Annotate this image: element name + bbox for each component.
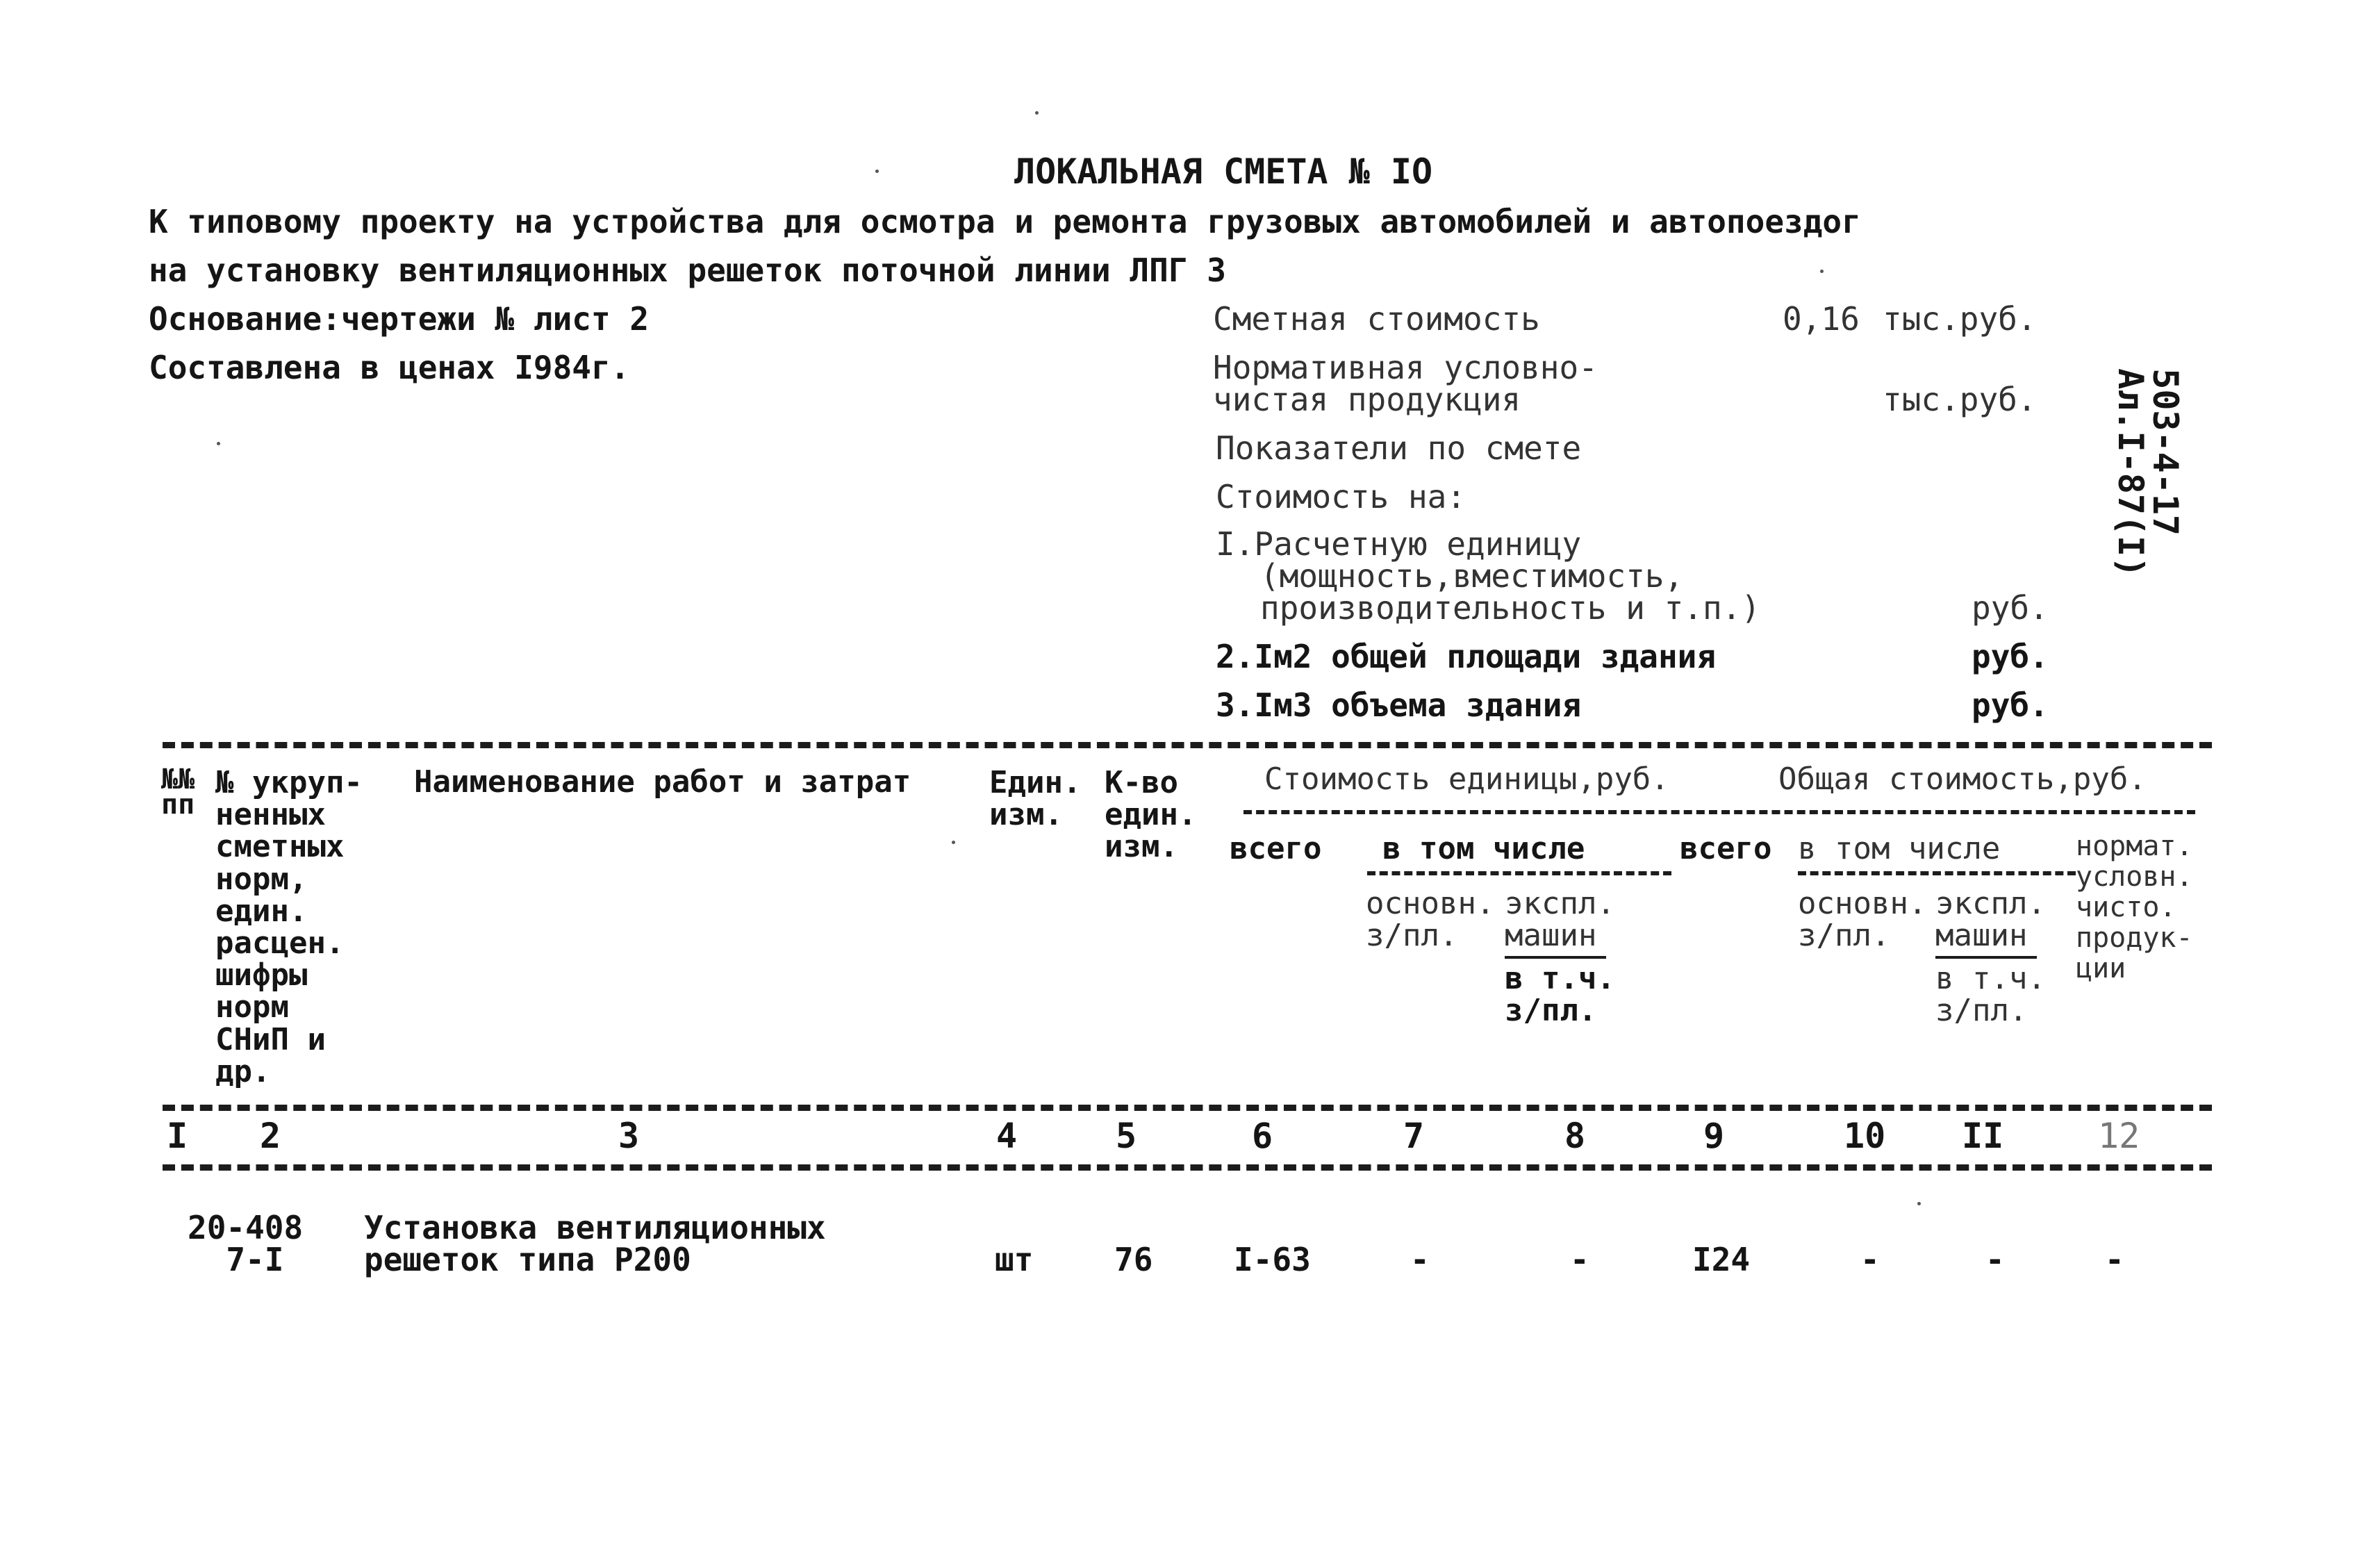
row-1-total-machines: -	[1985, 1241, 2005, 1278]
header-total-machines-wages: в т.ч. з/пл.	[1935, 961, 2046, 1029]
indicator-2-unit: руб.	[1972, 638, 2049, 675]
scan-speck	[217, 442, 220, 445]
row-1-unit-total: I-63	[1234, 1241, 1311, 1278]
scan-speck	[875, 170, 879, 173]
object-line: на установку вентиляционных решеток поточной линии ЛПГ 3	[149, 251, 1226, 289]
estimated-cost-unit: тыс.руб.	[1883, 300, 2037, 338]
header-unit-machines: экспл. машин	[1505, 886, 1615, 954]
indicator-3-label: 3.Iм3 объема здания	[1216, 686, 1582, 724]
estimated-cost-value: 0,16	[1783, 300, 1860, 338]
row-1-total-wages: -	[1860, 1241, 1880, 1278]
scan-speck	[952, 841, 955, 844]
col-num-10: 10	[1844, 1116, 1886, 1156]
column-numbers-top-rule	[163, 1105, 2212, 1111]
col-num-7: 7	[1403, 1116, 1425, 1156]
prices-line: Составлена в ценах I984г.	[149, 349, 630, 386]
document-title: ЛОКАЛЬНАЯ СМЕТА № IO	[1014, 151, 1433, 192]
norm-product-label-1: Нормативная условно-	[1213, 349, 1598, 386]
row-1-unit: шт	[995, 1241, 1034, 1278]
col-num-5: 5	[1116, 1116, 1137, 1156]
scan-speck	[1917, 1202, 1921, 1205]
col-num-6: 6	[1252, 1116, 1273, 1156]
header-unit: Един. изм.	[989, 765, 1082, 833]
table-top-rule	[163, 742, 2212, 748]
header-unit-group-rule	[1367, 871, 1671, 875]
indicators-label: Показатели по смете	[1216, 429, 1582, 467]
column-numbers-bottom-rule	[163, 1164, 2212, 1171]
header-cost-rule	[1243, 810, 2195, 814]
header-total-cost: Общая стоимость,руб.	[1778, 761, 2147, 797]
col-num-8: 8	[1564, 1116, 1586, 1156]
col-num-4: 4	[996, 1116, 1018, 1156]
row-1-unit-wages: -	[1410, 1241, 1430, 1278]
side-code-sheet-label: Ал.I-87(I)	[2110, 368, 2151, 578]
header-unit-total: всего	[1230, 831, 1322, 866]
scan-speck	[1820, 270, 1824, 273]
header-work-name: Наименование работ и затрат	[414, 764, 911, 800]
indicator-1-line-1: I.Расчетную единицу	[1216, 525, 1582, 563]
indicator-3-unit: руб.	[1972, 686, 2049, 724]
row-1-name: Установка вентиляционных решеток типа Р200	[364, 1209, 826, 1278]
norm-product-label-2: чистая продукция	[1213, 381, 1521, 418]
col-num-12: 12	[2098, 1116, 2140, 1156]
indicator-1-unit: руб.	[1972, 589, 2049, 627]
col-num-9: 9	[1703, 1116, 1725, 1156]
project-line: К типовому проекту на устройства для осмотра и ремонта грузовых автомобилей и автопоездог	[149, 203, 1861, 240]
indicator-1-line-3: производительность и т.п.)	[1260, 589, 1761, 627]
estimated-cost-label: Сметная стоимость	[1213, 300, 1540, 338]
row-1-unit-machines: -	[1570, 1241, 1589, 1278]
header-norm-code: № укруп- ненных сметных норм, един. расцен. шифры норм СНиП и др.	[215, 765, 363, 1089]
side-code-sheet	[2110, 327, 2183, 578]
header-total: всего	[1680, 831, 1772, 866]
norm-product-unit: тыс.руб.	[1883, 381, 2037, 418]
row-1-code: 20-408 7-I	[188, 1209, 304, 1278]
basis-line: Основание:чертежи № лист 2	[149, 300, 650, 338]
col-num-2: 2	[260, 1116, 281, 1156]
header-total-machines: экспл. машин	[1935, 886, 2046, 954]
header-unit-wages: основн. з/пл.	[1366, 886, 1495, 954]
header-unit-group: в том числе	[1382, 831, 1585, 866]
header-quantity: К-во един. изм.	[1105, 765, 1197, 865]
header-unit-cost: Стоимость единицы,руб.	[1264, 761, 1669, 797]
header-total-machines-underline	[1935, 956, 2037, 959]
indicator-2-label: 2.Iм2 общей площади здания	[1216, 638, 1717, 675]
header-unit-machines-wages: в т.ч. з/пл.	[1505, 961, 1615, 1029]
row-1-norm-product: -	[2105, 1241, 2124, 1278]
row-1-total: I24	[1692, 1241, 1751, 1278]
col-num-3: 3	[618, 1116, 640, 1156]
header-total-wages: основн. з/пл.	[1798, 886, 1927, 954]
cost-on-label: Стоимость на:	[1216, 478, 1466, 515]
indicator-1-line-2: (мощность,вместимость,	[1260, 557, 1684, 595]
header-total-group: в том числе	[1798, 831, 2001, 866]
header-unit-machines-underline	[1505, 956, 1606, 959]
row-1-qty: 76	[1114, 1241, 1153, 1278]
header-row-number: №№ пп	[161, 764, 195, 820]
col-num-1: I	[167, 1116, 188, 1156]
scan-speck	[1035, 111, 1039, 115]
header-norm-product: нормат. условн. чисто. продук- ции	[2076, 830, 2193, 984]
header-total-group-rule	[1798, 871, 2076, 875]
side-code-number: 503-4-17	[2145, 368, 2185, 536]
col-num-11: II	[1962, 1116, 2004, 1156]
